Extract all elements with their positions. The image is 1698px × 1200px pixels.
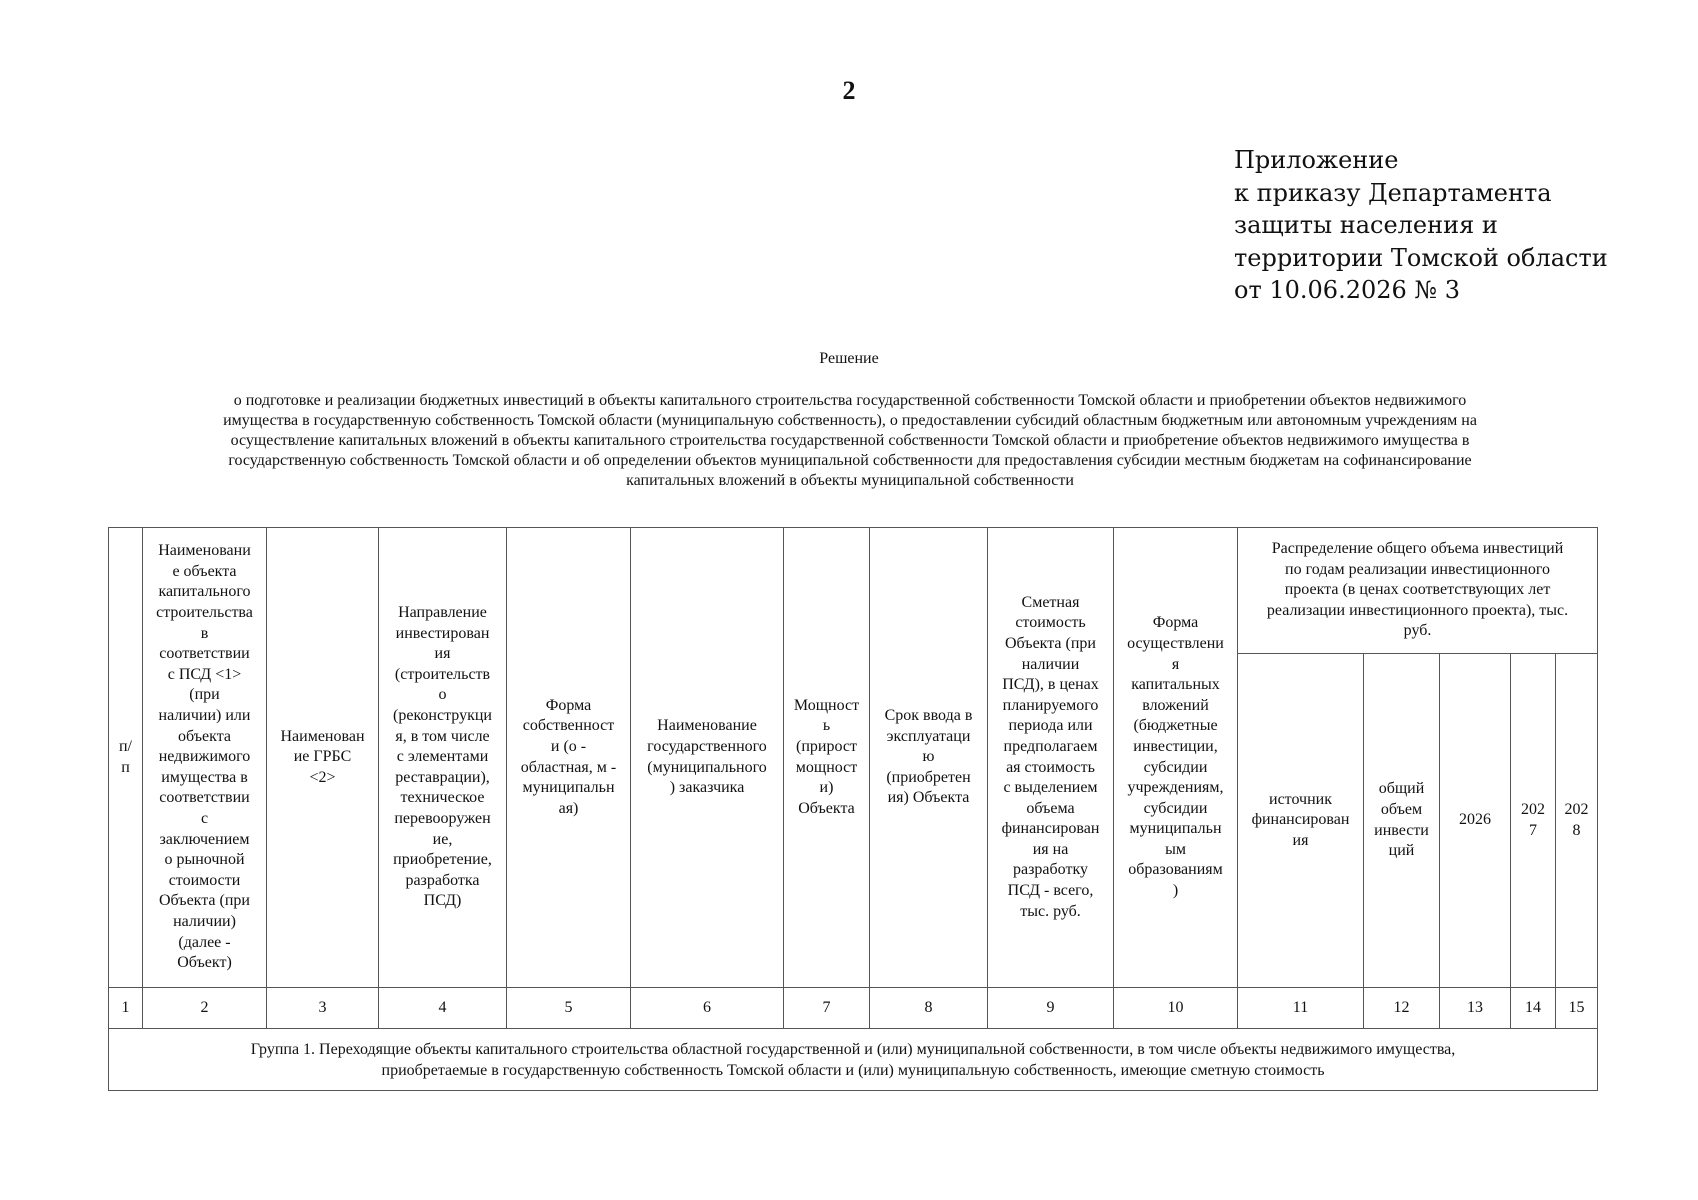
column-number-cell: 11 (1238, 988, 1364, 1029)
appendix-line: к приказу Департамента (1234, 178, 1552, 207)
header-cell-capacity: Мощност ь (прирост мощност и) Объекта (784, 528, 870, 988)
header-cell-customer-name: Наименование государственного (муниципального ) заказчика (631, 528, 784, 988)
header-row (109, 528, 1598, 654)
column-number-row (109, 988, 1598, 1029)
column-number-cell: 14 (1511, 988, 1556, 1029)
appendix-line: защиты населения и (1234, 211, 1498, 239)
decision-line: государственную собственность Томской области и об определении объектов муниципальной собственности для предоставления субсидии местным бюджетам на софинансирование (228, 452, 1472, 469)
investment-table (108, 527, 1598, 1091)
header-cell-row-number: п/ п (109, 528, 143, 988)
decision-description (120, 391, 1580, 491)
column-number-cell: 5 (507, 988, 631, 1029)
header-cell-commissioning-date: Срок ввода в эксплуатаци ю (приобретен ия) Объекта (870, 528, 988, 988)
column-number-cell: 3 (267, 988, 379, 1029)
column-number-cell: 2 (143, 988, 267, 1029)
header-cell-investment-form: Форма осуществлени я капитальных вложений (бюджетные инвестиции, субсидии учреждениям, субсидии муниципальн ым образованиям ) (1114, 528, 1238, 988)
page-number: 2 (842, 76, 856, 105)
header-cell-estimated-cost: Сметная стоимость Объекта (при наличии ПСД), в ценах планируемого периода или предполагаем ая стоимость с выделением объема финансирован ия на разработку ПСД - всего, тыс. руб. (988, 528, 1114, 988)
header-cell-investment-direction: Направление инвестирован ия (строительств о (реконструкци я, в том числе с элементами реставрации), техническое перевооружен ие, приобретение, разработка ПСД) (379, 528, 507, 988)
header-cell-funding-source: источник финансирован ия (1238, 654, 1364, 988)
appendix-line: от 10.06.2026 № 3 (1234, 276, 1461, 304)
header-cell-ownership-form: Форма собственност и (о - областная, м - муниципальн ая) (507, 528, 631, 988)
header-cell-total-volume: общий объем инвести ций (1364, 654, 1440, 988)
group-1-title: Группа 1. Переходящие объекты капитального строительства областной государственной и (или) муниципальной собственности, в том числе объекты недвижимого имущества, приобретаемые в государственную собственность Томской области и (или) муниципальную собственность, имеющие сметную стоимость (109, 1029, 1598, 1091)
column-number-cell: 10 (1114, 988, 1238, 1029)
column-number-cell: 9 (988, 988, 1114, 1029)
column-number-cell: 8 (870, 988, 988, 1029)
decision-line: осуществление капитальных вложений в объекты капитального строительства государственной собственности Томской области и приобретение объектов недвижимого имущества в (230, 432, 1470, 449)
column-number-cell: 7 (784, 988, 870, 1029)
group-row (109, 1029, 1598, 1091)
decision-title: Решение (819, 350, 879, 367)
column-number-cell: 12 (1364, 988, 1440, 1029)
column-number-cell: 4 (379, 988, 507, 1029)
header-cell-grbs-name: Наименован ие ГРБС <2> (267, 528, 379, 988)
appendix-line: территории Томской области (1234, 243, 1608, 272)
header-cell-year-2028: 202 8 (1556, 654, 1598, 988)
appendix-line: Приложение (1234, 146, 1399, 174)
header-cell-object-name: Наименовани е объекта капитального строительства в соответствии с ПСД <1> (при наличии) или объекта недвижимого имущества в соответствии с заключением о рыночной стоимости Объекта (при наличии) (далее - Объект) (143, 528, 267, 988)
header-cell-year-2026: 2026 (1440, 654, 1511, 988)
header-cell-year-2027: 202 7 (1511, 654, 1556, 988)
decision-line: капитальных вложений в объекты муниципальной собственности (626, 472, 1074, 489)
decision-line: о подготовке и реализации бюджетных инвестиций в объекты капитального строительства государственной собственности Томской области и приобретении объектов недвижимого (233, 392, 1467, 409)
appendix-block (1234, 144, 1608, 307)
column-number-cell: 15 (1556, 988, 1598, 1029)
decision-line: имущества в государственную собственность Томской области (муниципальную собственность), о предоставлении субсидий областным бюджетным или автономным учреждениям на (223, 412, 1477, 429)
column-number-cell: 1 (109, 988, 143, 1029)
header-cell-distribution: Распределение общего объема инвестиций по годам реализации инвестиционного проекта (в ценах соответствующих лет реализации инвестиционного проекта), тыс. руб. (1238, 528, 1598, 654)
column-number-cell: 13 (1440, 988, 1511, 1029)
column-number-cell: 6 (631, 988, 784, 1029)
